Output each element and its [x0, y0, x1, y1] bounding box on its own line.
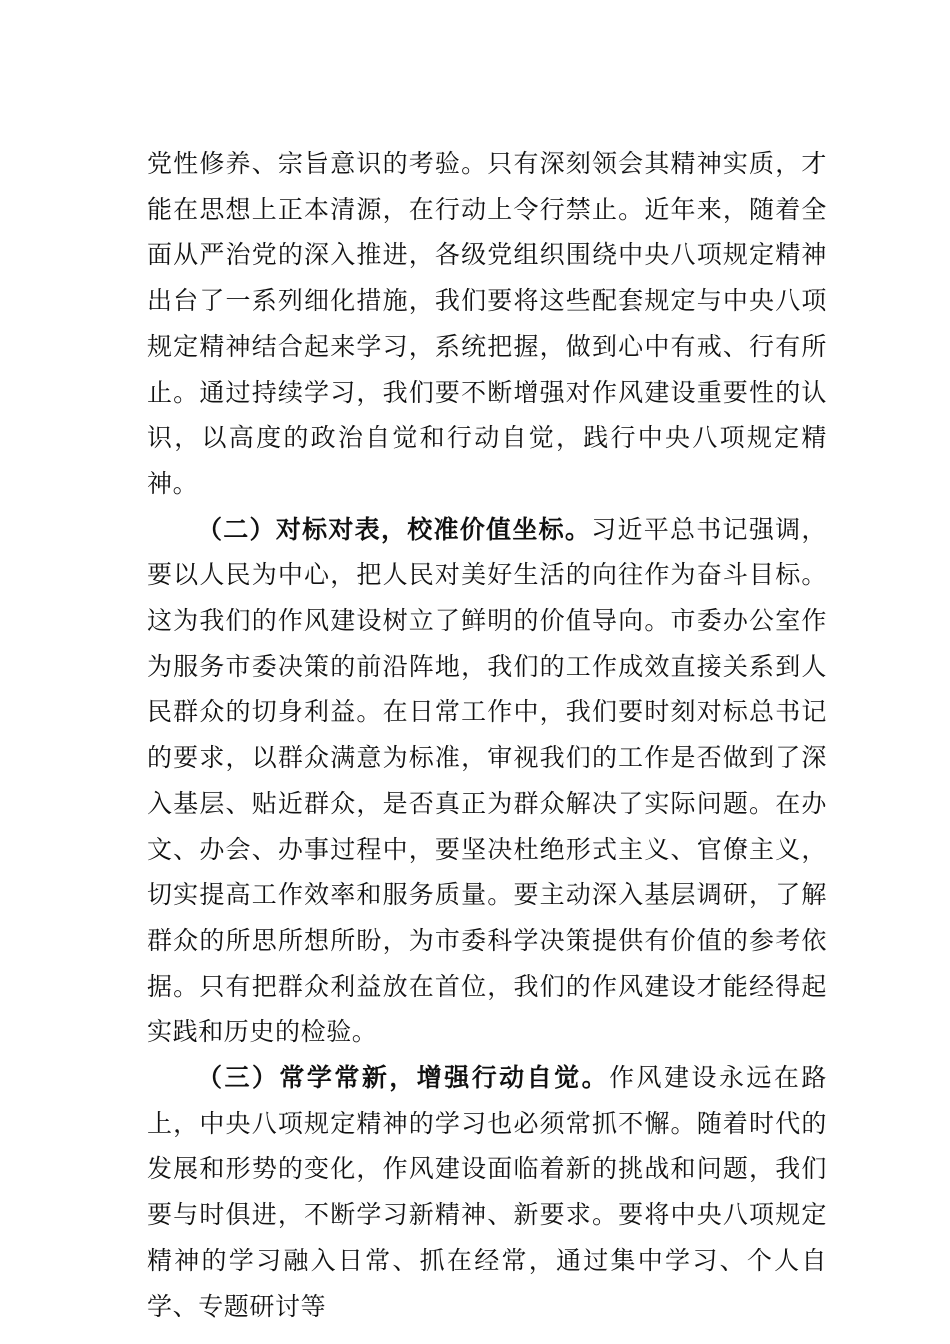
- paragraph-body: 习近平总书记强调，要以人民为中心，把人民对美好生活的向往作为奋斗目标。这为我们的作风建设树立了鲜明的价值导向。市委办公室作为服务市委决策的前沿阵地，我们的工作成效直接关系到人民群众的切身利益。在日常工作中，我们要时刻对标总书记的要求，以群众满意为标准，审视我们的工作是否做到了深入基层、贴近群众，是否真正为群众解决了实际问题。在办文、办会、办事过程中，要坚决杜绝形式主义、官僚主义，切实提高工作效率和服务质量。要主动深入基层调研，了解群众的所思所想所盼，为市委科学决策提供有价值的参考依据。只有把群众利益放在首位，我们的作风建设才能经得起实践和历史的检验。: [147, 514, 827, 1047]
- paragraph-body: 党性修养、宗旨意识的考验。只有深刻领会其精神实质，才能在思想上正本清源，在行动上令行禁止。近年来，随着全面从严治党的深入推进，各级党组织围绕中央八项规定精神出台了一系列细化措施，我们要将这些配套规定与中央八项规定精神结合起来学习，系统把握，做到心中有戒、行有所止。通过持续学习，我们要不断增强对作风建设重要性的认识，以高度的政治自觉和行动自觉，践行中央八项规定精神。: [147, 149, 827, 498]
- document-body: [147, 141, 827, 1329]
- paragraph-section-three: [147, 1055, 827, 1329]
- section-heading: （三）常学常新，增强行动自觉。: [197, 1063, 610, 1093]
- paragraph-section-two: [147, 507, 827, 1055]
- paragraph-continuation: [147, 141, 827, 507]
- paragraph-body: 作风建设永远在路上，中央八项规定精神的学习也必须常抓不懈。随着时代的发展和形势的变化，作风建设面临着新的挑战和问题，我们要与时俱进，不断学习新精神、新要求。要将中央八项规定精神的学习融入日常、抓在经常，通过集中学习、个人自学、专题研讨等: [147, 1063, 827, 1321]
- section-heading: （二）对标对表，校准价值坐标。: [197, 514, 592, 544]
